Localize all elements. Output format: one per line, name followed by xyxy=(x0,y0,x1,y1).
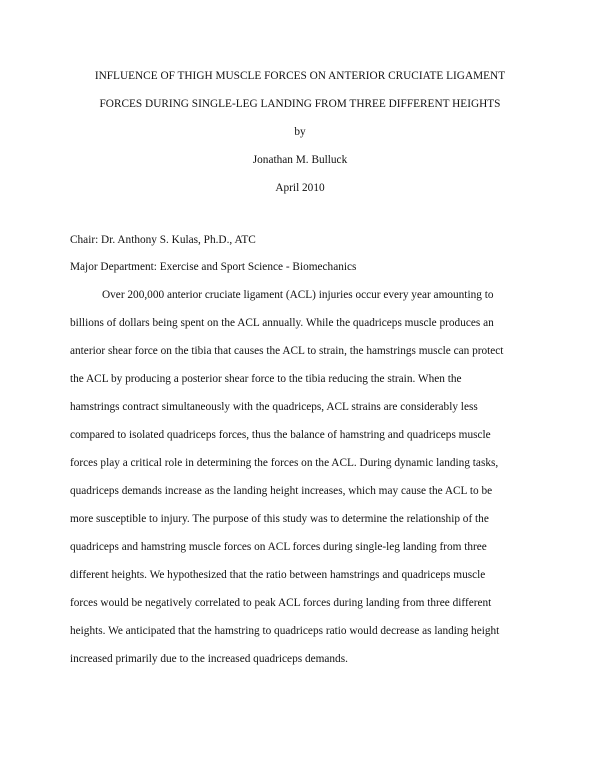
byline-by: by xyxy=(294,126,306,138)
author-name: Jonathan M. Bulluck xyxy=(252,154,348,166)
abstract-line: forces would be negatively correlated to peak ACL forces during landing from three different xyxy=(70,597,492,609)
abstract-paragraph xyxy=(70,281,530,673)
abstract-line: quadriceps and hamstring muscle forces on ACL forces during single-leg landing from three xyxy=(70,541,487,553)
department-line: Major Department: Exercise and Sport Science - Biomechanics xyxy=(70,261,357,273)
abstract-line: increased primarily due to the increased quadriceps demands. xyxy=(70,653,348,665)
abstract-line: billions of dollars being spent on the ACL annually. While the quadriceps muscle produces an xyxy=(70,317,494,329)
abstract-line: different heights. We hypothesized that the ratio between hamstrings and quadriceps muscle xyxy=(70,569,486,581)
title-block xyxy=(0,62,600,202)
abstract-line: the ACL by producing a posterior shear force to the tibia reducing the strain. When the xyxy=(70,373,462,385)
abstract-line: Over 200,000 anterior cruciate ligament (ACL) injuries occur every year amounting to xyxy=(102,289,494,301)
chair-line: Chair: Dr. Anthony S. Kulas, Ph.D., ATC xyxy=(70,234,256,246)
abstract-line: anterior shear force on the tibia that causes the ACL to strain, the hamstrings muscle can protect xyxy=(70,345,504,357)
title-line-1: INFLUENCE OF THIGH MUSCLE FORCES ON ANTERIOR CRUCIATE LIGAMENT xyxy=(94,70,506,82)
abstract-line: quadriceps demands increase as the landing height increases, which may cause the ACL to be xyxy=(70,485,493,497)
abstract-line: compared to isolated quadriceps forces, thus the balance of hamstring and quadriceps muscle xyxy=(70,429,491,441)
title-line-2: FORCES DURING SINGLE-LEG LANDING FROM THREE DIFFERENT HEIGHTS xyxy=(99,98,501,110)
document-date: April 2010 xyxy=(275,182,325,194)
abstract-line: more susceptible to injury. The purpose of this study was to determine the relationship of the xyxy=(70,513,489,525)
abstract-line: hamstrings contract simultaneously with the quadriceps, ACL strains are considerably less xyxy=(70,401,478,413)
abstract-line: heights. We anticipated that the hamstring to quadriceps ratio would decrease as landing height xyxy=(70,625,500,637)
abstract-line: forces play a critical role in determining the forces on the ACL. During dynamic landing tasks, xyxy=(70,457,499,469)
